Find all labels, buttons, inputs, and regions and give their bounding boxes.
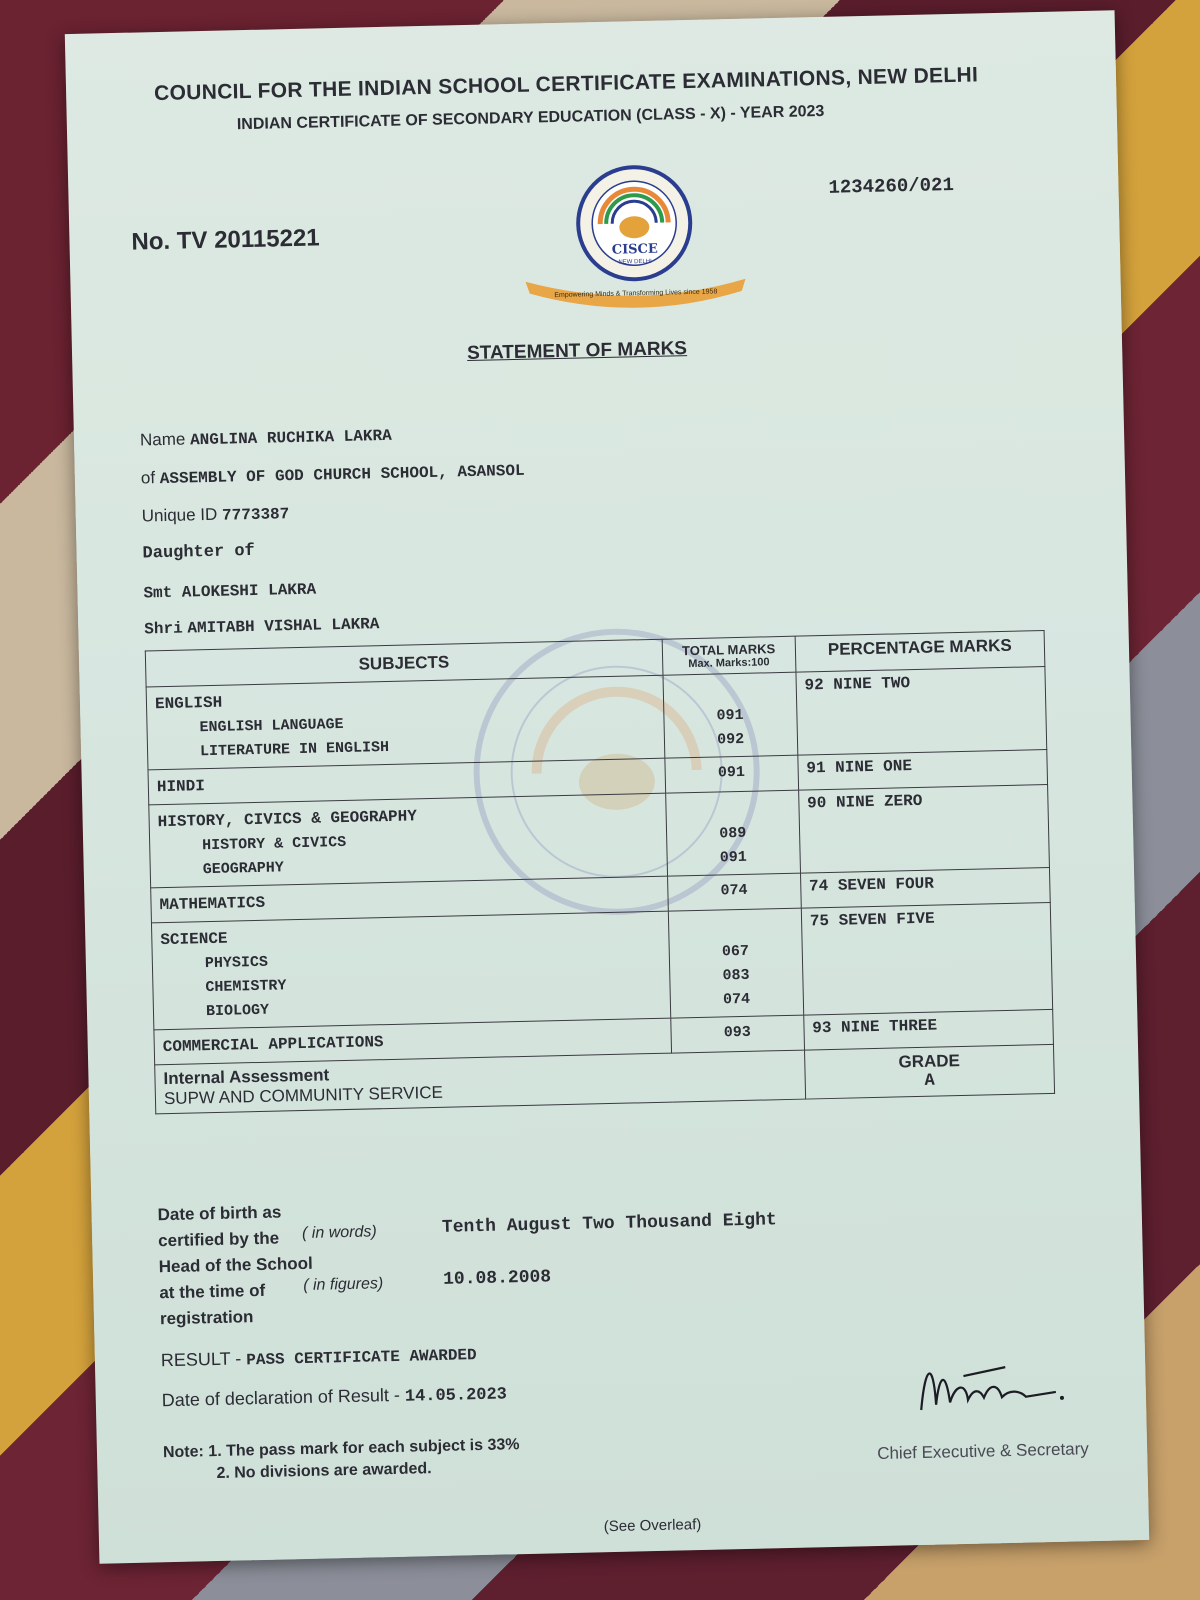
serial-number: 1234260/021 bbox=[828, 173, 955, 199]
subject-part: GEOGRAPHY bbox=[202, 859, 284, 879]
subject-mark: 089 bbox=[719, 824, 747, 843]
subject-part: ENGLISH LANGUAGE bbox=[199, 715, 344, 737]
name-label: Name bbox=[139, 429, 186, 450]
marks-table bbox=[145, 630, 1055, 1114]
note-prefix: Note: bbox=[162, 1443, 205, 1462]
note-line: 1. The pass mark for each subject is 33% bbox=[208, 1436, 520, 1461]
dob-label-line: Head of the School bbox=[158, 1253, 313, 1277]
father-title: Shri bbox=[144, 619, 183, 639]
percentage-value: 91 NINE ONE bbox=[798, 750, 1048, 791]
subject-mark: 091 bbox=[716, 706, 744, 725]
dob-label-line: Date of birth as bbox=[157, 1202, 282, 1225]
dob-words: Tenth August Two Thousand Eight bbox=[441, 1210, 777, 1238]
mother-row bbox=[143, 579, 316, 603]
logo-text: CISCE bbox=[611, 241, 659, 258]
logo-subtext: NEW DELHI bbox=[618, 258, 652, 266]
mother-name: ALOKESHI LAKRA bbox=[181, 580, 317, 602]
declaration-date: 14.05.2023 bbox=[404, 1385, 508, 1407]
grade-label: GRADE bbox=[898, 1051, 961, 1072]
relation-label: Daughter of bbox=[142, 541, 255, 564]
marks-statement-document bbox=[65, 10, 1149, 1563]
notes bbox=[163, 1434, 521, 1486]
subject-part: BIOLOGY bbox=[205, 1001, 270, 1021]
unique-id: 7773387 bbox=[221, 505, 290, 525]
note-line: 2. No divisions are awarded. bbox=[216, 1460, 432, 1483]
subject-name: HINDI bbox=[156, 777, 206, 797]
table-row bbox=[151, 902, 1052, 1029]
father-name: AMITABH VISHAL LAKRA bbox=[187, 615, 380, 638]
total-marks-header bbox=[662, 636, 796, 675]
school-row bbox=[141, 460, 525, 489]
name-row bbox=[140, 425, 392, 451]
subject-mark: 091 bbox=[719, 848, 748, 867]
result-label: RESULT - bbox=[160, 1348, 242, 1371]
subject-name: HISTORY, CIVICS & GEOGRAPHY bbox=[157, 807, 418, 832]
percentage-value: 74 SEVEN FOUR bbox=[800, 867, 1050, 908]
dob-label-line: registration bbox=[159, 1307, 254, 1329]
subject-mark: 067 bbox=[721, 942, 750, 961]
signature bbox=[905, 1352, 1077, 1426]
school-name: ASSEMBLY OF GOD CHURCH SCHOOL, ASANSOL bbox=[159, 461, 525, 489]
subject-part: CHEMISTRY bbox=[205, 977, 287, 997]
logo-ribbon-text: Empowering Minds & Transforming Lives since 1958 bbox=[554, 288, 718, 300]
max-marks-label: Max. Marks:100 bbox=[688, 656, 770, 671]
internal-assessment-subject: SUPW AND COMMUNITY SERVICE bbox=[163, 1082, 444, 1109]
subject-mark: 074 bbox=[720, 881, 748, 900]
signatory-title: Chief Executive & Secretary bbox=[876, 1439, 1090, 1464]
subject-name: MATHEMATICS bbox=[159, 893, 266, 915]
result-row bbox=[161, 1343, 477, 1371]
grade-value: A bbox=[924, 1071, 935, 1091]
of-label: of bbox=[140, 468, 156, 488]
percentage-value: 93 NINE THREE bbox=[803, 1009, 1053, 1050]
dob-label-block bbox=[157, 1199, 314, 1332]
subject-mark: 074 bbox=[722, 990, 751, 1009]
subjects-header: SUBJECTS bbox=[145, 639, 662, 687]
subject-name: SCIENCE bbox=[160, 929, 228, 950]
student-name: ANGLINA RUCHIKA LAKRA bbox=[189, 426, 392, 450]
internal-assessment-label: Internal Assessment bbox=[163, 1065, 330, 1089]
mother-title: Smt bbox=[143, 583, 173, 603]
exam-title: INDIAN CERTIFICATE OF SECONDARY EDUCATION (CLASS - X) - YEAR 2023 bbox=[236, 102, 825, 134]
dob-figures: 10.08.2008 bbox=[442, 1267, 552, 1290]
see-overleaf: (See Overleaf) bbox=[603, 1516, 702, 1536]
certificate-number: No. TV 20115221 bbox=[131, 224, 320, 256]
statement-title: STATEMENT OF MARKS bbox=[466, 338, 688, 365]
uid-row bbox=[142, 503, 290, 526]
percentage-header: PERCENTAGE MARKS bbox=[795, 631, 1045, 673]
subject-part: LITERATURE IN ENGLISH bbox=[199, 738, 390, 761]
council-title: COUNCIL FOR THE INDIAN SCHOOL CERTIFICATE EXAMINATIONS, NEW DELHI bbox=[153, 63, 979, 106]
father-row bbox=[144, 613, 380, 638]
percentage-value: 92 NINE TWO bbox=[796, 667, 1047, 756]
cisce-logo bbox=[513, 159, 757, 324]
uid-label: Unique ID bbox=[141, 504, 218, 526]
subject-mark: 092 bbox=[716, 730, 745, 749]
subject-name: ENGLISH bbox=[154, 693, 223, 714]
percentage-value: 90 NINE ZERO bbox=[798, 785, 1049, 874]
subject-mark: 083 bbox=[722, 966, 750, 985]
total-marks-label: TOTAL MARKS bbox=[681, 641, 776, 659]
subject-mark: 091 bbox=[717, 763, 746, 782]
percentage-value: 75 SEVEN FIVE bbox=[801, 902, 1053, 1015]
subject-mark: 093 bbox=[723, 1023, 751, 1042]
declaration-row bbox=[162, 1382, 508, 1412]
subject-name: COMMERCIAL APPLICATIONS bbox=[162, 1033, 384, 1057]
dob-figures-label: ( in figures) bbox=[303, 1275, 384, 1295]
dob-label-line: certified by the bbox=[157, 1228, 280, 1251]
dob-label-line: at the time of bbox=[159, 1280, 266, 1303]
subject-part: PHYSICS bbox=[204, 953, 269, 973]
declaration-label: Date of declaration of Result - bbox=[161, 1384, 401, 1411]
dob-words-label: ( in words) bbox=[301, 1223, 377, 1243]
result-value: PASS CERTIFICATE AWARDED bbox=[246, 1346, 477, 1370]
subject-part: HISTORY & CIVICS bbox=[202, 833, 347, 855]
